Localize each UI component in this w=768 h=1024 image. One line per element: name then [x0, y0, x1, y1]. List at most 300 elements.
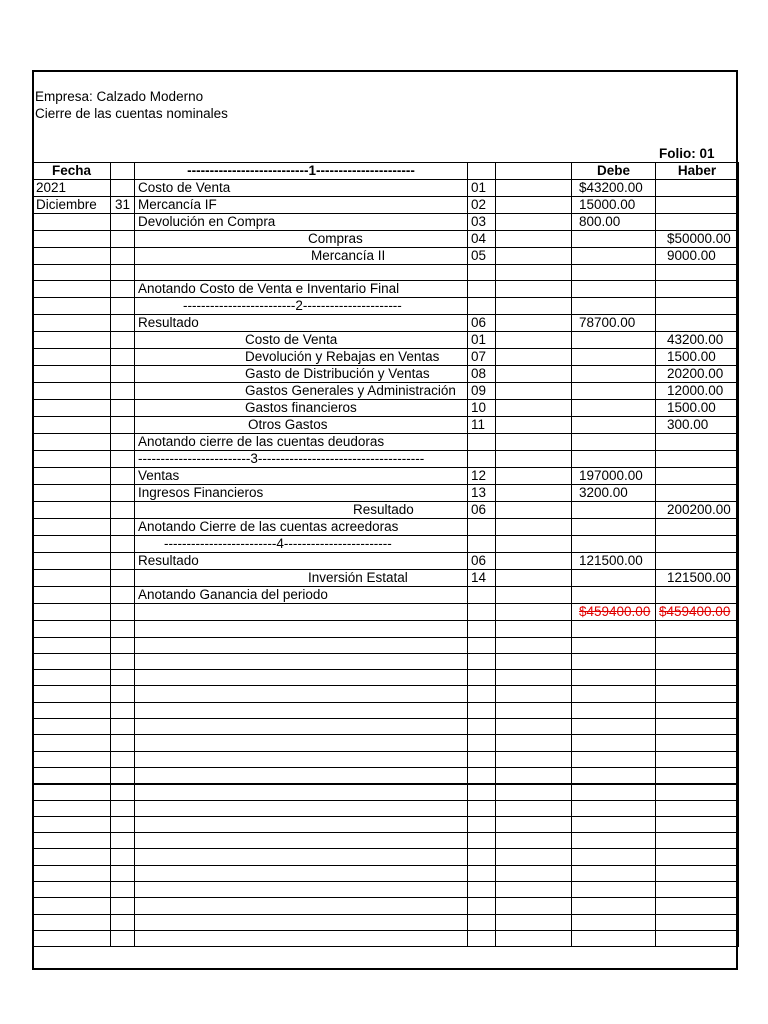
fecha-cell [33, 914, 111, 930]
empty-row [33, 930, 739, 946]
fecha-cell [33, 451, 111, 468]
table-row [33, 536, 739, 553]
ref-cell [468, 914, 496, 930]
blank-cell [496, 434, 572, 451]
fecha-cell [33, 214, 111, 231]
document-subtitle: Cierre de las cuentas nominales [35, 106, 228, 121]
debe-cell: 197000.00 [572, 468, 656, 485]
debe-cell [572, 434, 656, 451]
dia-cell [111, 719, 135, 735]
debe-cell [572, 686, 656, 702]
debe-cell [572, 587, 656, 604]
ref-cell: 04 [468, 231, 496, 248]
table-row [33, 265, 739, 281]
fecha-cell [33, 332, 111, 349]
fecha-cell [33, 882, 111, 898]
blank-cell [496, 281, 572, 298]
debe-cell [572, 502, 656, 519]
fecha-cell [33, 417, 111, 434]
concepto-cell: Gasto de Distribución y Ventas [135, 366, 468, 383]
blank-cell [496, 265, 572, 281]
table-row [33, 502, 739, 519]
empty-row [33, 719, 739, 735]
debe-cell [572, 898, 656, 914]
fecha-cell [33, 751, 111, 767]
fecha-cell [33, 816, 111, 832]
table-row [33, 468, 739, 485]
fecha-cell [33, 315, 111, 332]
table-row [33, 570, 739, 587]
concepto-cell: Inversión Estatal [135, 570, 468, 587]
ref-cell [468, 719, 496, 735]
fecha-cell [33, 587, 111, 604]
debe-cell [572, 751, 656, 767]
debe-cell: $459400.00 [572, 604, 656, 621]
haber-cell: 12000.00 [656, 383, 739, 400]
blank-cell [496, 400, 572, 417]
blank-cell [496, 719, 572, 735]
blank-cell [496, 553, 572, 570]
blank-cell [496, 536, 572, 553]
haber-cell [656, 816, 739, 832]
fecha-cell [33, 865, 111, 881]
concepto-cell [135, 637, 468, 653]
blank-cell [496, 604, 572, 621]
ref-cell [468, 930, 496, 946]
dia-cell [111, 800, 135, 816]
col-blank [496, 163, 572, 180]
empty-row [33, 637, 739, 653]
fecha-cell [33, 485, 111, 502]
table-row [33, 434, 739, 451]
blank-cell [496, 670, 572, 686]
ref-cell: 06 [468, 553, 496, 570]
dia-cell [111, 767, 135, 783]
blank-cell [496, 621, 572, 637]
ref-cell: 08 [468, 366, 496, 383]
concepto-cell [135, 265, 468, 281]
concepto-cell: Ingresos Financieros [135, 485, 468, 502]
haber-cell: $459400.00 [656, 604, 739, 621]
concepto-cell: -------------------------3------------------------------------- [135, 451, 468, 468]
journal-table [32, 162, 739, 947]
haber-cell [656, 898, 739, 914]
debe-cell [572, 767, 656, 783]
blank-cell [496, 417, 572, 434]
haber-cell [656, 800, 739, 816]
dia-cell: 31 [111, 197, 135, 214]
table-row [33, 231, 739, 248]
blank-cell [496, 315, 572, 332]
ref-cell [468, 898, 496, 914]
fecha-cell [33, 833, 111, 849]
debe-cell: $43200.00 [572, 180, 656, 197]
ref-cell [468, 784, 496, 800]
ref-cell [468, 800, 496, 816]
blank-cell [496, 833, 572, 849]
col-haber: Haber [656, 163, 739, 180]
dia-cell [111, 914, 135, 930]
ref-cell [468, 587, 496, 604]
fecha-cell [33, 536, 111, 553]
table-row [33, 417, 739, 434]
blank-cell [496, 468, 572, 485]
table-row [33, 315, 739, 332]
concepto-cell: Anotando Ganancia del periodo [135, 587, 468, 604]
concepto-cell [135, 800, 468, 816]
haber-cell [656, 849, 739, 865]
ref-cell [468, 767, 496, 783]
haber-cell [656, 767, 739, 783]
haber-cell [656, 914, 739, 930]
ref-cell: 06 [468, 315, 496, 332]
empty-row [33, 882, 739, 898]
haber-cell [656, 180, 739, 197]
debe-cell: 800.00 [572, 214, 656, 231]
ref-cell [468, 816, 496, 832]
empty-row [33, 833, 739, 849]
concepto-cell: Resultado [135, 315, 468, 332]
debe-cell [572, 784, 656, 800]
blank-cell [496, 702, 572, 718]
concepto-cell [135, 735, 468, 751]
fecha-cell [33, 570, 111, 587]
blank-cell [496, 686, 572, 702]
concepto-cell [135, 816, 468, 832]
debe-cell: 78700.00 [572, 315, 656, 332]
blank-cell [496, 735, 572, 751]
concepto-cell [135, 719, 468, 735]
dia-cell [111, 298, 135, 315]
debe-cell [572, 451, 656, 468]
debe-cell [572, 536, 656, 553]
blank-cell [496, 248, 572, 265]
fecha-cell [33, 400, 111, 417]
ref-cell [468, 434, 496, 451]
debe-cell [572, 332, 656, 349]
dia-cell [111, 451, 135, 468]
dia-cell [111, 670, 135, 686]
haber-cell: 20200.00 [656, 366, 739, 383]
haber-cell [656, 451, 739, 468]
concepto-cell: Ventas [135, 468, 468, 485]
blank-cell [496, 898, 572, 914]
concepto-cell [135, 833, 468, 849]
fecha-cell [33, 784, 111, 800]
fecha-cell [33, 621, 111, 637]
haber-cell [656, 536, 739, 553]
fecha-cell [33, 898, 111, 914]
blank-cell [496, 914, 572, 930]
dia-cell [111, 816, 135, 832]
dia-cell [111, 686, 135, 702]
debe-cell [572, 800, 656, 816]
dia-cell [111, 882, 135, 898]
blank-cell [496, 570, 572, 587]
ref-cell [468, 865, 496, 881]
concepto-cell: Anotando cierre de las cuentas deudoras [135, 434, 468, 451]
haber-cell [656, 882, 739, 898]
ref-cell: 09 [468, 383, 496, 400]
col-concepto: ---------------------------1---------------------- [135, 163, 468, 180]
fecha-cell [33, 800, 111, 816]
concepto-cell [135, 865, 468, 881]
concepto-cell: Mercancía IF [135, 197, 468, 214]
dia-cell [111, 702, 135, 718]
dia-cell [111, 930, 135, 946]
ref-cell: 11 [468, 417, 496, 434]
haber-cell [656, 833, 739, 849]
dia-cell [111, 898, 135, 914]
fecha-cell [33, 670, 111, 686]
haber-cell [656, 553, 739, 570]
concepto-cell: -------------------------2---------------------- [135, 298, 468, 315]
concepto-cell: Devolución y Rebajas en Ventas [135, 349, 468, 366]
dia-cell [111, 637, 135, 653]
ref-cell [468, 751, 496, 767]
debe-cell [572, 816, 656, 832]
fecha-cell [33, 849, 111, 865]
ref-cell: 14 [468, 570, 496, 587]
concepto-cell [135, 767, 468, 783]
table-row [33, 281, 739, 298]
fecha-cell [33, 735, 111, 751]
dia-cell [111, 833, 135, 849]
table-row [33, 197, 739, 214]
haber-cell [656, 735, 739, 751]
debe-cell [572, 281, 656, 298]
haber-cell [656, 265, 739, 281]
concepto-cell [135, 784, 468, 800]
col-fecha: Fecha [33, 163, 111, 180]
dia-cell [111, 281, 135, 298]
blank-cell [496, 366, 572, 383]
ref-cell [468, 670, 496, 686]
table-row [33, 366, 739, 383]
company-name: Empresa: Calzado Moderno [35, 89, 204, 104]
table-row [33, 332, 739, 349]
table-row [33, 349, 739, 366]
ref-cell [468, 637, 496, 653]
ref-cell [468, 451, 496, 468]
empty-row [33, 702, 739, 718]
debe-cell [572, 383, 656, 400]
fecha-cell [33, 930, 111, 946]
debe-cell: 3200.00 [572, 485, 656, 502]
haber-cell [656, 197, 739, 214]
empty-row [33, 621, 739, 637]
concepto-cell [135, 670, 468, 686]
debe-cell [572, 914, 656, 930]
concepto-cell: Costo de Venta [135, 180, 468, 197]
debe-cell [572, 637, 656, 653]
empty-row [33, 800, 739, 816]
haber-cell: 9000.00 [656, 248, 739, 265]
haber-cell: 300.00 [656, 417, 739, 434]
table-row [33, 587, 739, 604]
dia-cell [111, 587, 135, 604]
col-debe: Debe [572, 163, 656, 180]
fecha-cell [33, 637, 111, 653]
blank-cell [496, 930, 572, 946]
dia-cell [111, 536, 135, 553]
blank-cell [496, 502, 572, 519]
concepto-cell [135, 849, 468, 865]
ref-cell: 13 [468, 485, 496, 502]
dia-cell [111, 849, 135, 865]
concepto-cell [135, 621, 468, 637]
concepto-cell [135, 702, 468, 718]
haber-cell [656, 214, 739, 231]
haber-cell [656, 637, 739, 653]
ref-cell [468, 604, 496, 621]
dia-cell [111, 332, 135, 349]
empty-row [33, 816, 739, 832]
table-header-row [33, 163, 739, 180]
debe-cell [572, 849, 656, 865]
empty-row [33, 670, 739, 686]
haber-cell [656, 719, 739, 735]
dia-cell [111, 570, 135, 587]
blank-cell [496, 751, 572, 767]
debe-cell [572, 231, 656, 248]
debe-cell [572, 882, 656, 898]
dia-cell [111, 865, 135, 881]
blank-cell [496, 637, 572, 653]
blank-cell [496, 197, 572, 214]
ref-cell [468, 735, 496, 751]
concepto-cell [135, 914, 468, 930]
ref-cell: 01 [468, 180, 496, 197]
table-row [33, 383, 739, 400]
dia-cell [111, 735, 135, 751]
concepto-cell: Gastos financieros [135, 400, 468, 417]
fecha-cell [33, 231, 111, 248]
table-row [33, 214, 739, 231]
blank-cell [496, 214, 572, 231]
table-row [33, 298, 739, 315]
dia-cell [111, 315, 135, 332]
haber-cell [656, 865, 739, 881]
fecha-cell [33, 248, 111, 265]
concepto-cell: -------------------------4------------------------ [135, 536, 468, 553]
dia-cell [111, 349, 135, 366]
fecha-cell [33, 265, 111, 281]
empty-row [33, 653, 739, 669]
debe-cell [572, 719, 656, 735]
debe-cell [572, 833, 656, 849]
debe-cell [572, 735, 656, 751]
ref-cell: 05 [468, 248, 496, 265]
fecha-cell [33, 383, 111, 400]
haber-cell [656, 519, 739, 536]
fecha-cell: Diciembre [33, 197, 111, 214]
debe-cell [572, 670, 656, 686]
debe-cell: 121500.00 [572, 553, 656, 570]
concepto-cell: Otros Gastos [135, 417, 468, 434]
fecha-cell: 2021 [33, 180, 111, 197]
debe-cell [572, 298, 656, 315]
blank-cell [496, 485, 572, 502]
blank-cell [496, 180, 572, 197]
fecha-cell [33, 604, 111, 621]
ref-cell: 06 [468, 502, 496, 519]
haber-cell: 1500.00 [656, 400, 739, 417]
haber-cell [656, 686, 739, 702]
table-row [33, 485, 739, 502]
concepto-cell: Resultado [135, 502, 468, 519]
debe-cell [572, 519, 656, 536]
dia-cell [111, 553, 135, 570]
blank-cell [496, 849, 572, 865]
blank-cell [496, 816, 572, 832]
haber-cell [656, 784, 739, 800]
dia-cell [111, 502, 135, 519]
fecha-cell [33, 719, 111, 735]
ref-cell [468, 686, 496, 702]
haber-cell: 121500.00 [656, 570, 739, 587]
ref-cell: 07 [468, 349, 496, 366]
ref-cell [468, 281, 496, 298]
dia-cell [111, 231, 135, 248]
haber-cell [656, 434, 739, 451]
ref-cell: 02 [468, 197, 496, 214]
haber-cell [656, 621, 739, 637]
haber-cell [656, 670, 739, 686]
empty-row [33, 914, 739, 930]
ref-cell [468, 536, 496, 553]
blank-cell [496, 383, 572, 400]
fecha-cell [33, 519, 111, 536]
haber-cell: 200200.00 [656, 502, 739, 519]
fecha-cell [33, 653, 111, 669]
fecha-cell [33, 502, 111, 519]
concepto-cell [135, 751, 468, 767]
haber-cell [656, 281, 739, 298]
haber-cell: 1500.00 [656, 349, 739, 366]
ref-cell [468, 519, 496, 536]
dia-cell [111, 751, 135, 767]
dia-cell [111, 400, 135, 417]
haber-cell [656, 315, 739, 332]
debe-cell: 15000.00 [572, 197, 656, 214]
blank-cell [496, 767, 572, 783]
blank-cell [496, 653, 572, 669]
concepto-cell: Compras [135, 231, 468, 248]
dia-cell [111, 265, 135, 281]
concepto-cell [135, 898, 468, 914]
haber-cell: 43200.00 [656, 332, 739, 349]
haber-cell [656, 930, 739, 946]
concepto-cell [135, 882, 468, 898]
ref-cell [468, 882, 496, 898]
blank-cell [496, 800, 572, 816]
blank-cell [496, 587, 572, 604]
blank-cell [496, 349, 572, 366]
debe-cell [572, 366, 656, 383]
ref-cell [468, 265, 496, 281]
fecha-cell [33, 349, 111, 366]
dia-cell [111, 468, 135, 485]
table-row [33, 400, 739, 417]
fecha-cell [33, 281, 111, 298]
table-row [33, 451, 739, 468]
ref-cell [468, 653, 496, 669]
debe-cell [572, 930, 656, 946]
debe-cell [572, 865, 656, 881]
dia-cell [111, 485, 135, 502]
blank-cell [496, 298, 572, 315]
